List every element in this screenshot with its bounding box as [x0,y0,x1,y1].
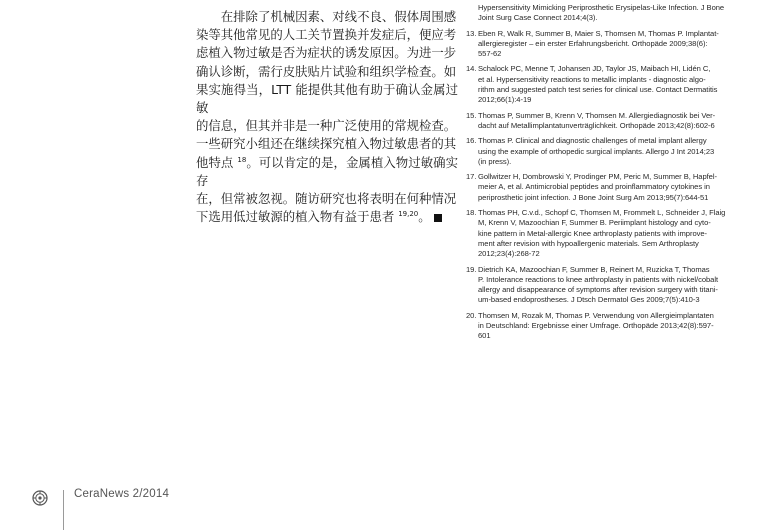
reference-text: Thomas P. Clinical and diagnostic challenges of metal implant allergy using the example of orthopedic surgical implants. Allergo J Int 2014;23 (in press). [478,136,715,166]
paragraph-text-part2: 。可以肯定的是，金属植入物过敏确实存 在，但常被忽视。随访研究也将表明在何种情况 下选用低过敏源的植入物有益于患者 [196,154,458,225]
reference-item [466,208,750,259]
ceramtec-logo-icon [32,490,48,506]
reference-text: Schalock PC, Menne T, Johansen JD, Taylor JS, Maibach HI, Lidén C, et al. Hypersensitivity reactions to metallic implants - diagnostic algo- rithm and suggested patch test series for clinical use. Contact Dermatitis 2012;66(1):4-19 [478,64,718,105]
reference-item [466,136,750,167]
reference-number: 20. [466,310,477,320]
reference-item [466,265,750,306]
reference-text: Gollwitzer H, Dombrowski Y, Prodinger PM, Peric M, Summer B, Hapfel- meier A, et al. Antimicrobial peptides and proinflammatory cytokines in periprosthetic joint infection. J Bone Joint Surg Am 2013;95(7):644-51 [478,172,717,202]
reference-number: 17. [466,172,477,182]
end-of-article-mark [434,214,442,222]
conclusion-paragraph [196,8,458,226]
reference-list [466,29,750,342]
reference-number: 16. [466,136,477,146]
publication-label: CeraNews 2/2014 [74,488,170,500]
paragraph-text-part1: 在排除了机械因素、对线不良、假体周围感 染等其他常见的人工关节置换并发症后，便应考 虑植入物过敏是否为症状的诱发原因。为进一步 确认诊断，需行皮肤贴片试验和组织学检查。如 果实施得当，LTT 能提供其他有助于确认金属过敏 的信息，但其并非是一种广泛使用的常规检查。 一些研究小组还在继续探究植入物过敏患者的其 他特点 [196,9,458,170]
article-body-column [196,8,458,226]
reference-continuation: Hypersensitivity Mimicking Periprosthetic Erysipelas-Like Infection. J Bone Joint Surg Case Connect 2014;4(3). [478,3,725,23]
footer-divider [63,490,64,530]
paragraph-text-part3: 。 [418,209,431,225]
reference-text: Thomas P, Summer B, Krenn V, Thomsen M. Allergiediagnostik bei Ver- dacht auf Metallimplantatunverträglichkeit. Orthopäde 2013;42(8):602-6 [478,110,716,130]
reference-item [466,64,750,105]
reference-item [466,311,750,342]
reference-number: 15. [466,110,477,120]
reference-item [466,111,750,132]
reference-number: 19. [466,264,477,274]
citation-superscript: 18 [237,155,247,164]
reference-number: 14. [466,64,477,74]
references-column [466,3,750,347]
reference-text: Eben R, Walk R, Summer B, Maier S, Thomsen M, Thomas P. Implantat- allergieregister – ein erster Erfahrungsbericht. Orthopäde 2009;38(6): 557-62 [478,28,719,59]
reference-text: Thomas PH, C.v.d., Schopf C, Thomsen M, Frommelt L, Schneider J, Flaig M, Krenn V, Mazoochian F, Summer B. Periimplant histology and cyto- kine pattern in Metal-allergic Knee arthroplasty patients with improve- ment after revision with hypoallergenic materials. Sem Arthroplasty 2012;23(4):268-72 [478,208,726,259]
reference-item [466,172,750,203]
reference-text: Thomsen M, Rozak M, Thomas P. Verwendung von Allergieimplantaten in Deutschland: Ergebnisse einer Umfrage. Orthopäde 2013;42(8):597- 601 [478,310,714,341]
reference-number: 18. [466,208,477,218]
reference-text: Dietrich KA, Mazoochian F, Summer B, Reinert M, Ruzicka T, Thomas P. Intolerance reactions to knee arthroplasty in patients with nickel/cobalt allergy and disappearance of symptoms after revision surgery with titani- um-based endoprostheses. J Dtsch Dermatol Ges 2009;7(5):410-3 [478,264,719,305]
reference-item [466,29,750,60]
citation-superscript: 19,20 [398,210,419,219]
reference-number: 13. [466,28,477,38]
